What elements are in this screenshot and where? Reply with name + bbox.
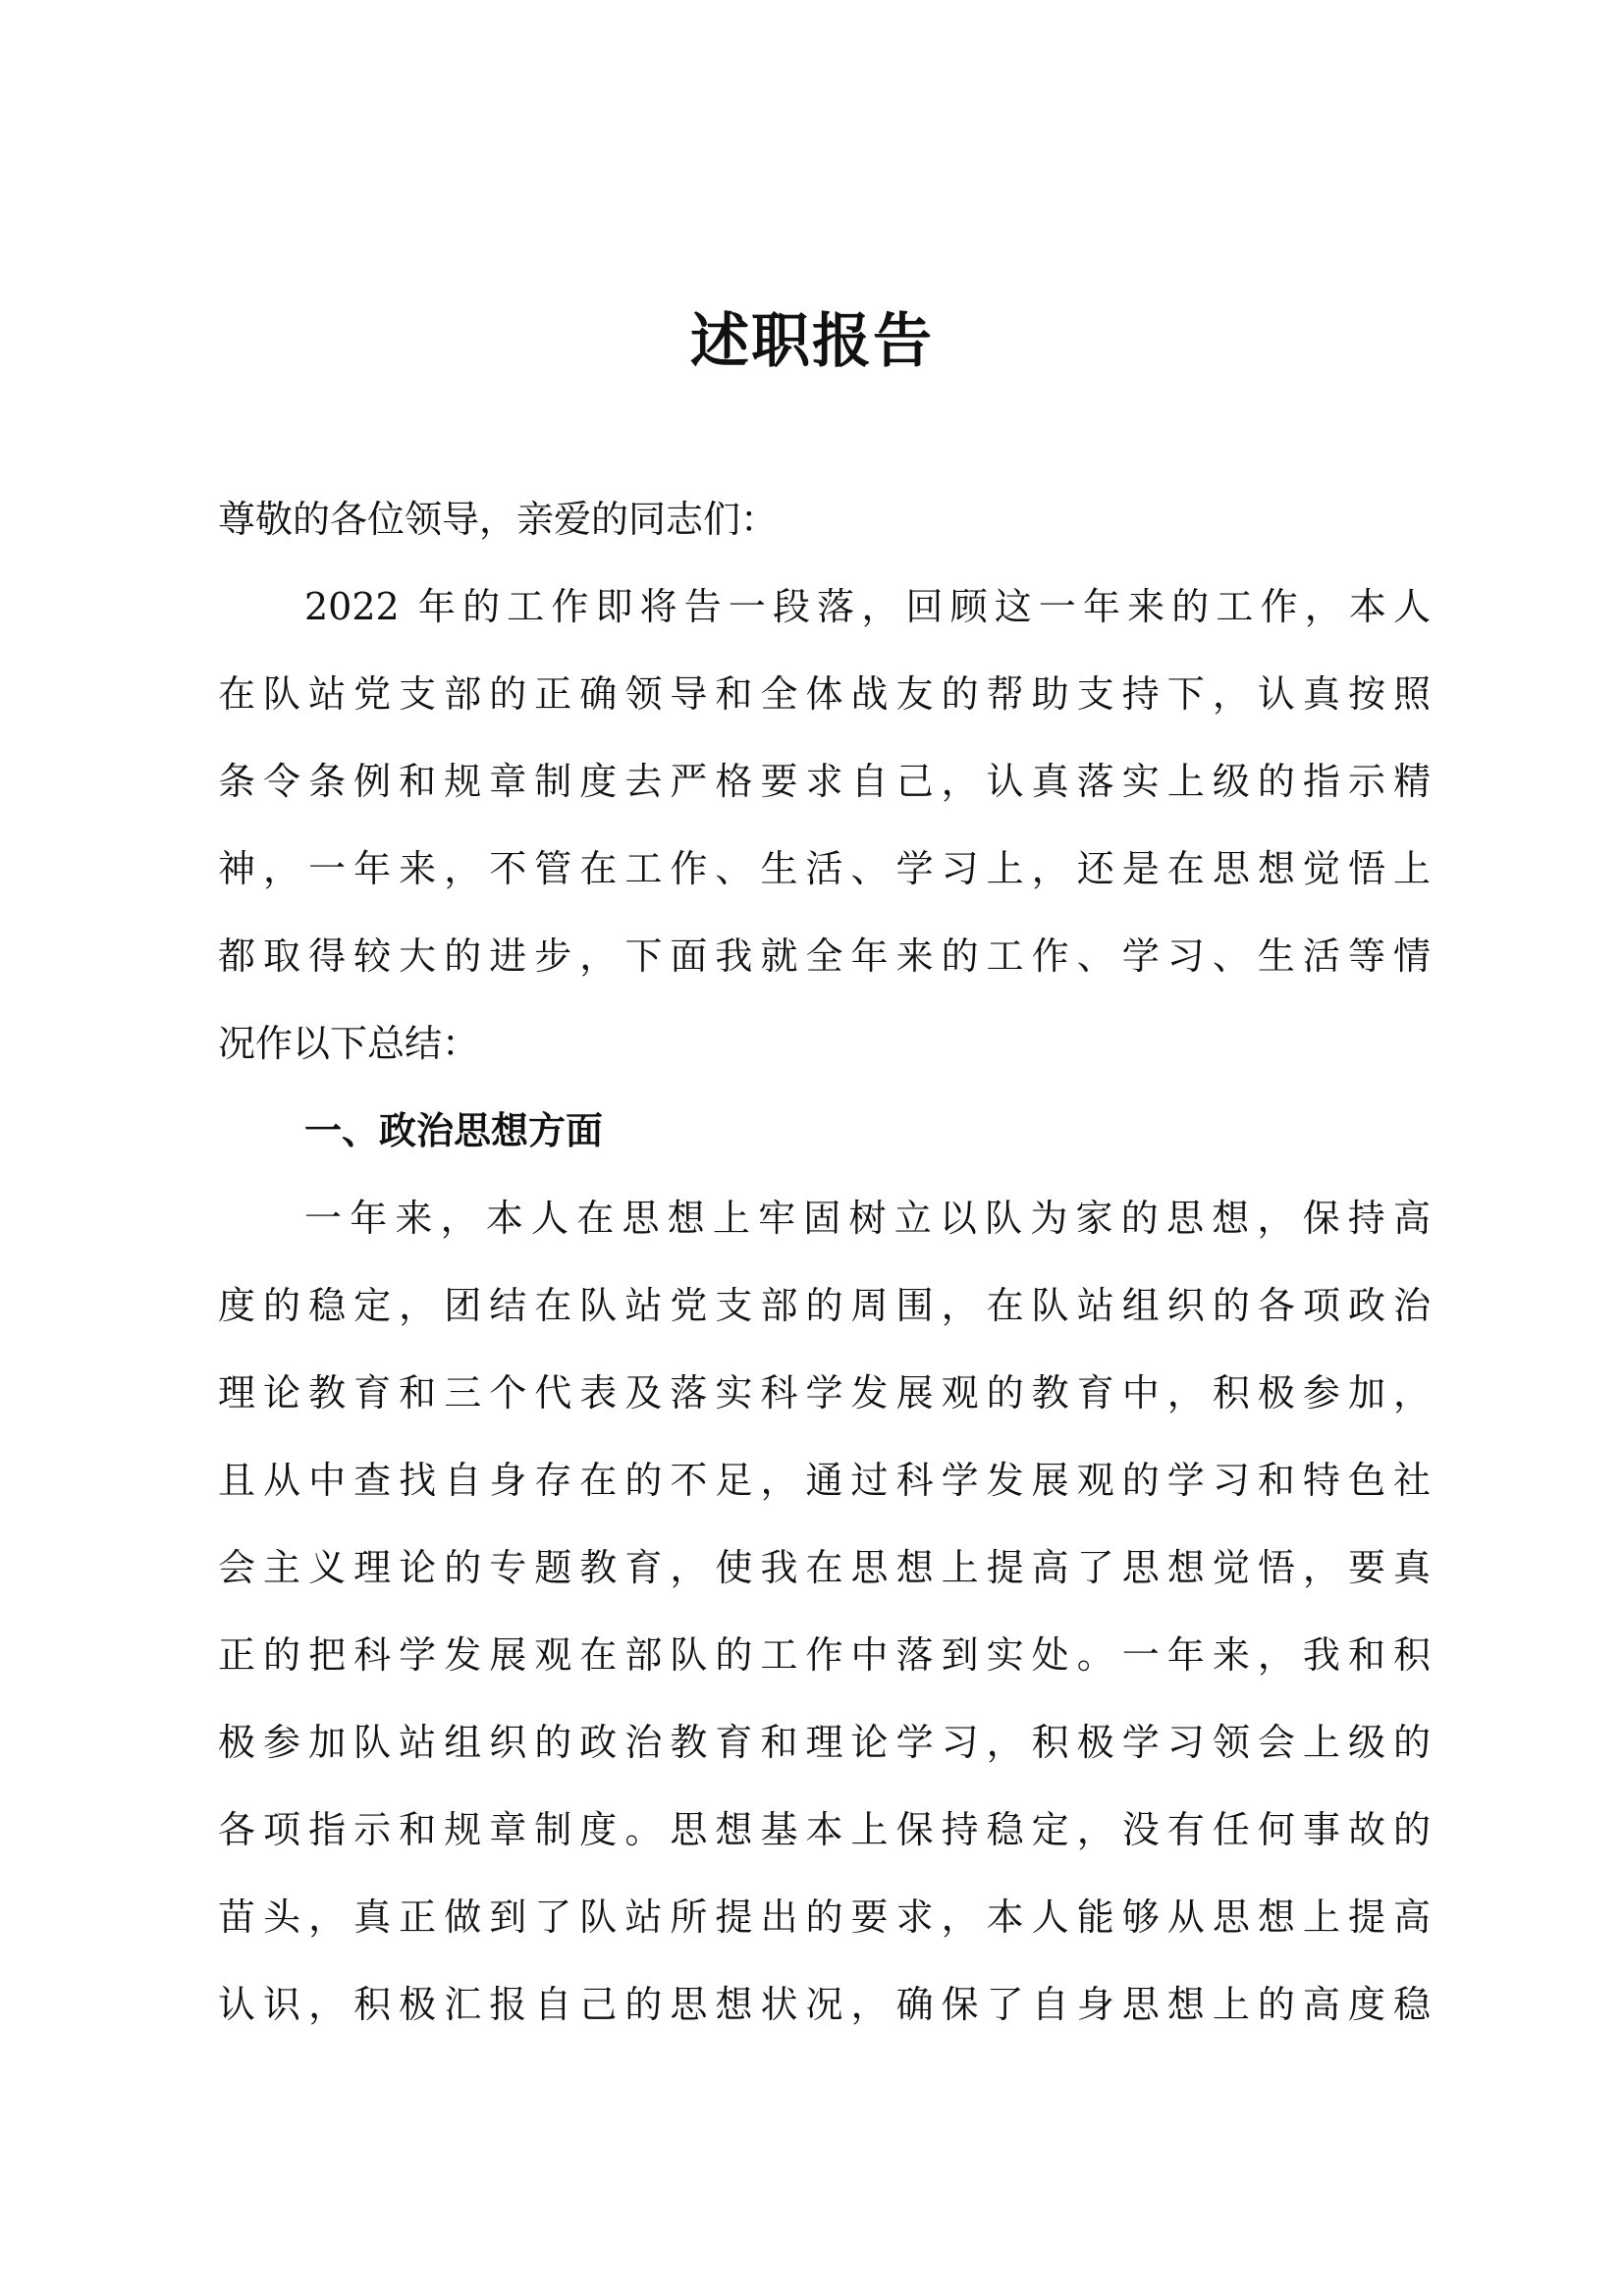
section1-line: 度的稳定，团结在队站党支部的周围，在队站组织的各项政治 <box>218 1284 1431 1327</box>
section1-paragraph <box>218 1175 1431 2049</box>
intro-line: 都取得较大的进步，下面我就全年来的工作、学习、生活等情 <box>218 934 1431 978</box>
document-title: 述职报告 <box>690 307 934 376</box>
section1-line: 苗头，真正做到了队站所提出的要求，本人能够从思想上提高 <box>218 1896 1431 1939</box>
section1-line: 理论教育和三个代表及落实科学发展观的教育中，积极参加， <box>218 1371 1431 1415</box>
section1-line: 会主义理论的专题教育，使我在思想上提高了思想觉悟，要真 <box>218 1546 1431 1589</box>
section1-line: 正的把科学发展观在部队的工作中落到实处。一年来，我和积 <box>218 1633 1431 1677</box>
section1-line: 各项指示和规章制度。思想基本上保持稳定，没有任何事故的 <box>218 1808 1431 1851</box>
document-body <box>218 476 1431 2049</box>
intro-line: 2022 年的工作即将告一段落，回顾这一年来的工作，本人 <box>304 585 1431 628</box>
intro-line: 况作以下总结： <box>218 1022 480 1065</box>
section1-line: 极参加队站组织的政治教育和理论学习，积极学习领会上级的 <box>218 1721 1431 1764</box>
section-heading: 一、政治思想方面 <box>304 1109 604 1152</box>
section1-line: 一年来，本人在思想上牢固树立以队为家的思想，保持高 <box>304 1197 1431 1240</box>
intro-line: 条令条例和规章制度去严格要求自己，认真落实上级的指示精 <box>218 760 1431 803</box>
intro-line: 在队站党支部的正确领导和全体战友的帮助支持下，认真按照 <box>218 672 1431 716</box>
salutation: 尊敬的各位领导，亲爱的同志们： <box>218 498 779 541</box>
intro-line: 神，一年来，不管在工作、生活、学习上，还是在思想觉悟上 <box>218 847 1431 890</box>
section1-line: 且从中查找自身存在的不足，通过科学发展观的学习和特色社 <box>218 1459 1431 1502</box>
intro-paragraph <box>218 563 1431 1088</box>
section1-line: 认识，积极汇报自己的思想状况，确保了自身思想上的高度稳 <box>218 1983 1431 2026</box>
